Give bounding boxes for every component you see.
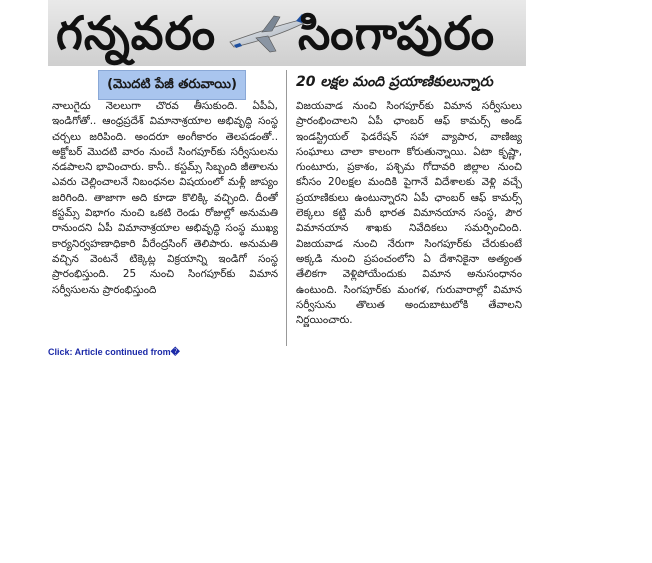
article-continued-link[interactable]: Click: Article continued from� [48,347,180,357]
article-left-column: నాలుగైదు నెలలుగా చొరవ తీసుకుంది. ఏపీఏ, ఇండిగోతో.. ఆంధ్రప్రదేశ్ విమానాశ్రయాల అభివృద్ధి సంస్థ చర్చలు జరిపింది. అందరూ అంగీకారం తెలపడంతో.. అక్టోబర్ మొదటి వారం నుంచే సింగపూర్‌కు సర్వీసులను నడపాలని భావించారు. కానీ.. కస్టమ్స్ సిబ్బంది జీతాలను ఎవరు చెల్లించాలనే నిబంధనల విషయంలో మళ్లీ జాప్యం జరిగింది. తాజాగా అది కూడా కొలిక్కి వచ్చింది. దీంతో కస్టమ్స్ విభాగం నుంచి ఒకటి రెండు రోజుల్లో అనుమతి రానుందని ఏపీ విమానాశ్రయాల అభివృద్ధి సంస్థ ముఖ్య కార్యనిర్వహణాధికారి వీరేంద్రసింగ్ తెలిపారు. అనుమతి వచ్చిన వెంటనే టిక్కెట్ల విక్రయాన్ని ఇండిగో సంస్థ ప్రారంభిస్తుంది. 25 నుంచి సింగపూర్‌కు విమాన సర్వీసులను ప్రారంభిస్తుంది [52,100,278,296]
continued-from-label: (మొదటి పేజీ తరువాయి) [98,70,246,100]
article-right-column: విజయవాడ నుంచి సింగపూర్‌కు విమాన సర్వీసులు ప్రారంభించాలని ఏపీ ఛాంబర్ ఆఫ్ కామర్స్ అండ్ ఇండస్ట్రియల్ ఫెడరేషన్ సహా వ్యాపార, వాణిజ్య సంఘాలు చాలా కాలంగా కోరుతున్నాయి. ఏటా కృష్ణా, గుంటూరు, ప్రకాశం, పశ్చిమ గోదావరి జిల్లాల నుంచి కనీసం 20లక్షల మందికి పైగానే విదేశాలకు వెళ్లి వచ్చే ప్రయాణికులు ఉంటున్నారని ఏపీ ఛాంబర్ ఆఫ్ కామర్స్ లెక్కలు కట్టి మరీ భారత విమానయాన సంస్థ, పౌర విమానయాన శాఖకు నివేదికలు సమర్పించింది. విజయవాడ నుంచి నేరుగా సింగపూర్‌కు చేరుకుంటే అక్కడి నుంచి ప్రపంచంలోని ఏ దేశానికైనా అత్యంత తేలికగా వెళ్లిపోయేందుకు విమాన అనుసంధానం ఉంటుంది. సింగపూర్‌కు మంగళ, గురువారాల్లో విమాన సర్వీసును తొలుత అందుబాటులోకి తేవాలని నిర్ణయించారు. [296,100,522,327]
airplane-icon [226,12,306,56]
column-divider [286,70,287,346]
newspaper-clipping [48,0,526,350]
subheadline: 20 లక్షల మంది ప్రయాణికులున్నారు [296,74,493,90]
headline-right: సింగాపురం [298,6,496,60]
headline-banner [48,0,526,66]
headline-left: గన్నవరం [56,6,217,60]
